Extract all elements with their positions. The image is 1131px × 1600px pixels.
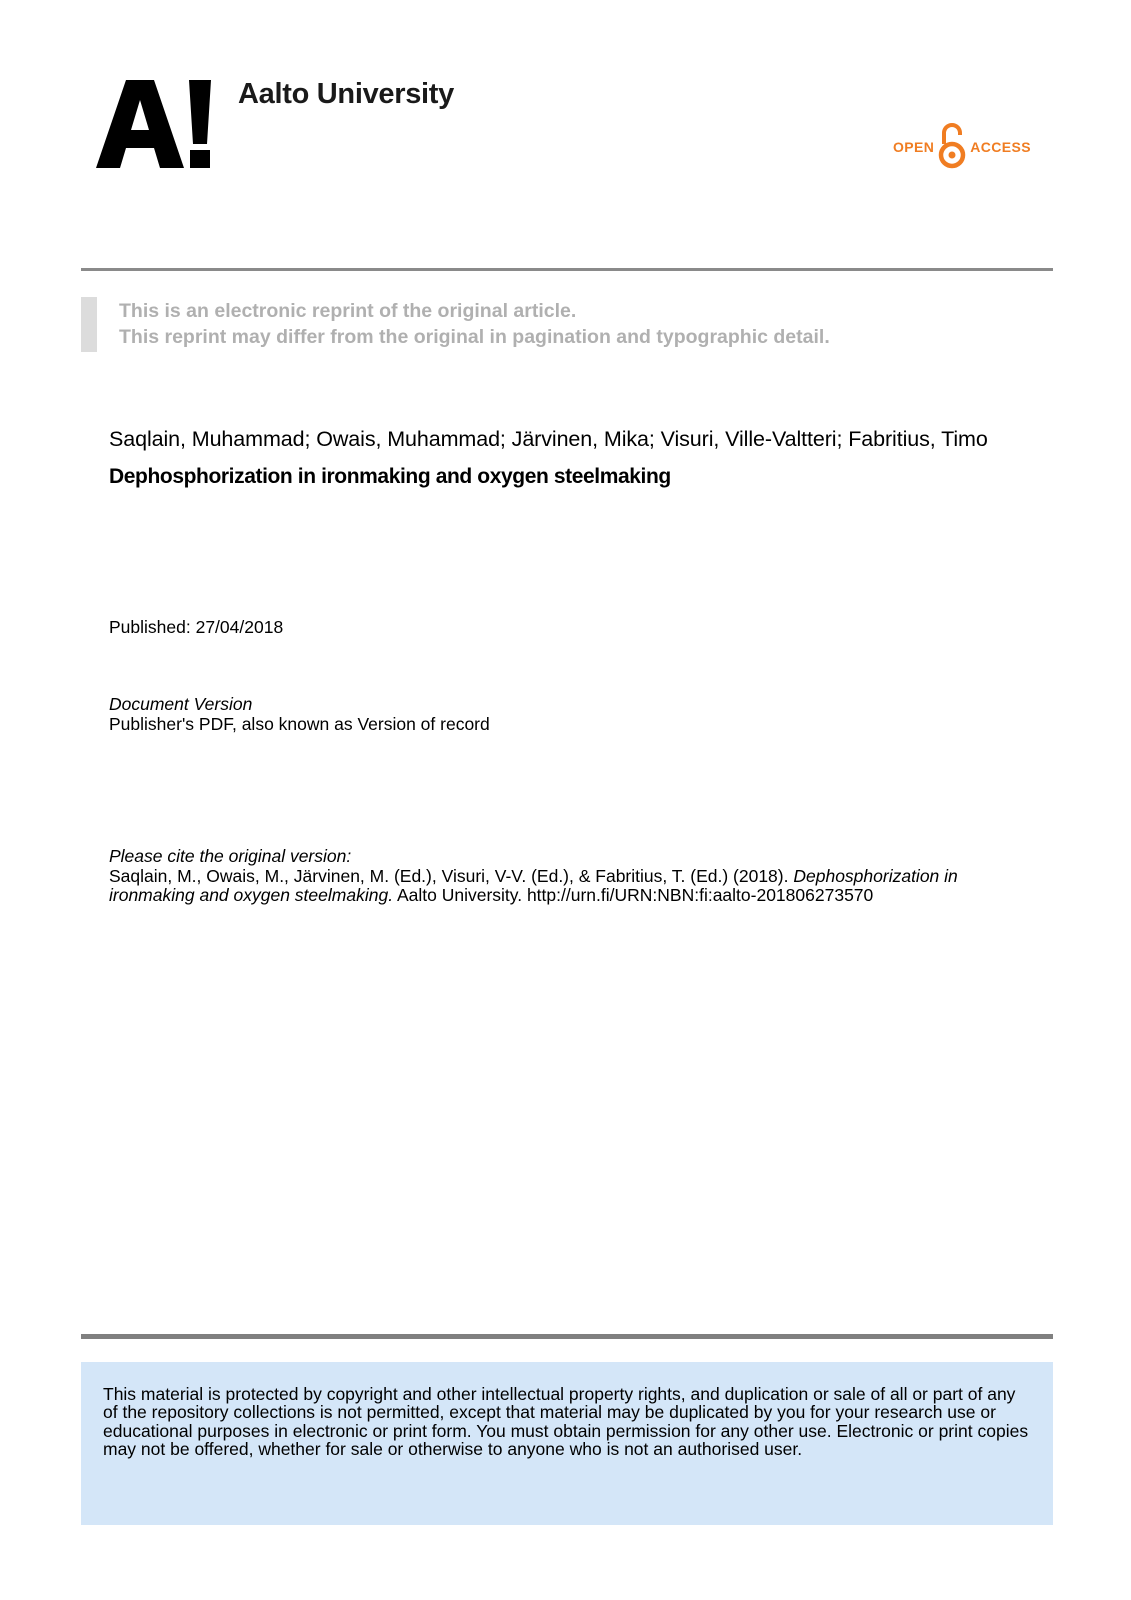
copyright-notice-box [81, 1362, 1053, 1525]
citation-title-part-2: ironmaking and oxygen steelmaking. [109, 885, 394, 905]
open-lock-icon [938, 122, 966, 172]
citation-label: Please cite the original version: [109, 846, 352, 866]
citation-line-1 [109, 867, 1049, 887]
open-access-left-word: OPEN [893, 139, 935, 155]
open-access-badge [893, 122, 1031, 172]
document-version [109, 694, 490, 734]
reprint-notice-line-2: This reprint may differ from the original in pagination and typographic detail. [119, 326, 830, 348]
aalto-logo [96, 80, 214, 172]
document-version-label: Document Version [109, 694, 253, 714]
citation-block [109, 847, 1049, 906]
citation-line-2 [109, 886, 1049, 906]
document-version-value: Publisher's PDF, also known as Version of record [109, 714, 490, 734]
footer-divider [81, 1334, 1053, 1339]
article-title: Dephosphorization in ironmaking and oxygen steelmaking [109, 465, 671, 488]
citation-title-part-1: Dephosphorization in [793, 865, 958, 886]
reprint-notice-bar [81, 297, 97, 352]
reprint-notice-line-1: This is an electronic reprint of the original article. [119, 300, 577, 322]
header-divider [81, 268, 1053, 271]
open-access-right-word: ACCESS [970, 139, 1032, 155]
article-authors: Saqlain, Muhammad; Owais, Muhammad; Järvinen, Mika; Visuri, Ville-Valtteri; Fabritius, Timo [109, 427, 988, 451]
university-name: Aalto University [238, 78, 454, 110]
reprint-notice [119, 298, 830, 350]
published-date: Published: 27/04/2018 [109, 617, 284, 637]
citation-publisher-url[interactable]: Aalto University. http://urn.fi/URN:NBN:fi:aalto-201806273570 [393, 885, 874, 905]
citation-authors: Saqlain, M., Owais, M., Järvinen, M. (Ed.), Visuri, V-V. (Ed.), & Fabritius, T. (Ed.) (2018). [109, 865, 794, 886]
copyright-notice-text: This material is protected by copyright and other intellectual property rights, and duplication or sale of all or part of any of the repository collections is not permitted, except that material may be duplicated by you for your research use or educational purposes in electronic or print form. You must obtain permission for any other use. Electronic or print copies may not be offered, whether for sale or otherwise to anyone who is not an authorised user. [103, 1384, 1029, 1459]
